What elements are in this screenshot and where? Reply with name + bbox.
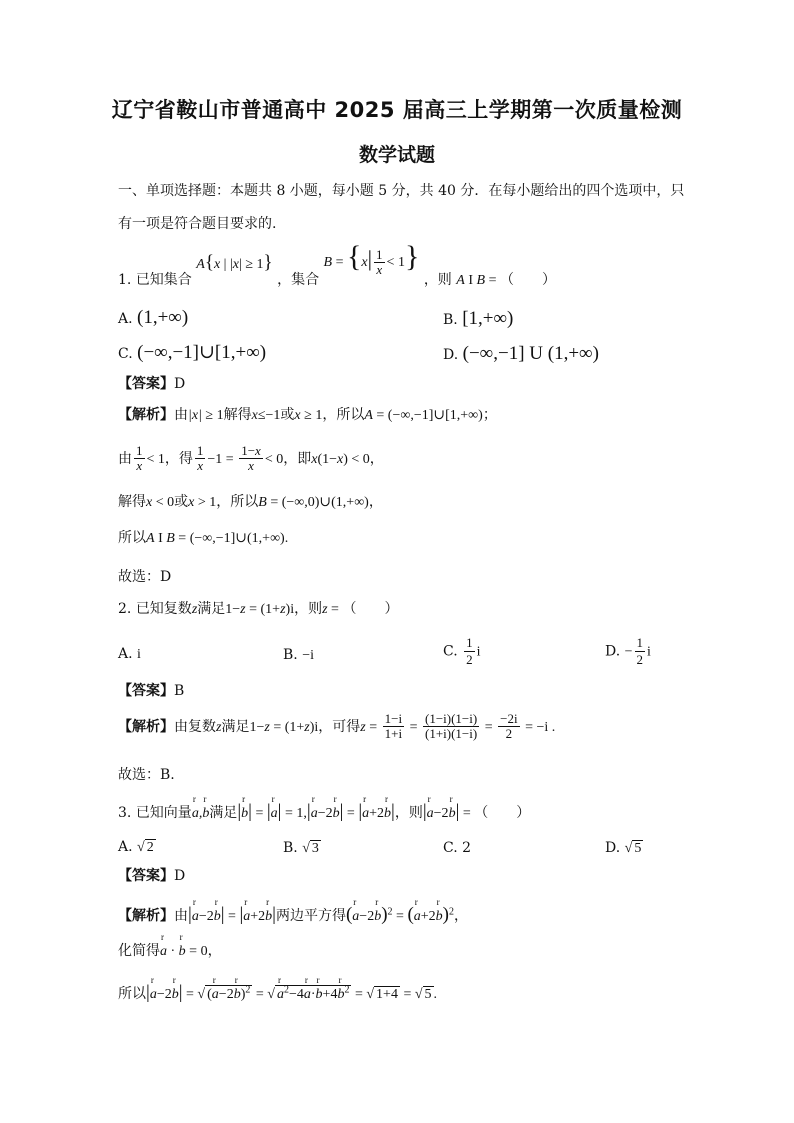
analysis-line-3: 所以|r a−2r b| = √ (r a−2r b)$^2$ = √r $a^2-4r$ a·r b+4r $b^2$ = √ 1+4 = √ 5 . <box>118 983 437 1004</box>
document-title: 辽宁省鞍山市普通高中 2025 届高三上学期第一次质量检测 <box>111 98 683 122</box>
option-label: B. <box>443 312 458 328</box>
option-value: (−∞,−1] U (1,+∞) <box>462 343 599 364</box>
option-label: D. <box>443 347 459 363</box>
section-intro-line-2: 有一项是符合题目要求的. <box>118 216 277 232</box>
option-c[interactable] <box>118 343 266 364</box>
analysis-label: 【解析】 <box>118 407 174 423</box>
analysis-line-2: 化简得r a · r b = 0， <box>118 944 222 959</box>
question-3-stem: 3. 已知向量r a,r b满足|r b| = |r a| = 1,|r a−2r b| = |r a+2r b|，则|r a−2r b| = （ ） <box>118 802 530 823</box>
answer-line <box>118 377 185 392</box>
option-a[interactable]: A. √ 2 <box>118 839 154 855</box>
analysis-line-4: 所以A I B = (−∞,−1]∪(1,+∞). <box>118 530 289 546</box>
stem-paren: （ ） <box>499 272 556 288</box>
option-b[interactable]: B. √ 3 <box>283 840 319 856</box>
answer-value: D <box>174 376 186 392</box>
option-value: [1,+∞) <box>462 308 514 329</box>
question-number: 3. <box>118 805 132 821</box>
answer-line: 【答案】D <box>118 868 186 884</box>
option-value: (−∞,−1]∪[1,+∞) <box>137 342 267 363</box>
intersection-expression: A I B = <box>456 273 500 288</box>
answer-line: 【答案】B <box>118 683 185 699</box>
analysis-line-3: 解得x < 0或x > 1，所以B = (−∞,0)∪(1,+∞)， <box>118 494 383 510</box>
option-b[interactable]: B. −i <box>283 647 314 663</box>
analysis-line-1: 【解析】由|r a−2r b| = |r a+2r b|两边平方得(r a−2r b)$^2$ = (r a+2r b)$^2$， <box>118 905 468 926</box>
choose-line: 故选：B. <box>118 767 175 783</box>
option-c[interactable]: C. $\frac{1}{2}$ i <box>443 635 481 667</box>
set-a-expression: A{x | |x| ≥ 1} <box>196 252 273 273</box>
option-d[interactable] <box>443 343 599 365</box>
question-1-stem <box>118 240 556 296</box>
option-b[interactable] <box>443 308 513 330</box>
option-label: A. <box>118 311 133 327</box>
question-number: 2. <box>118 601 132 617</box>
option-d[interactable]: D. √ 5 <box>605 840 642 856</box>
question-number: 1. <box>118 272 132 288</box>
option-value: (1,+∞) <box>137 307 189 328</box>
document-subtitle: 数学试题 <box>358 144 435 166</box>
set-b-expression: B = {x| $\frac{1}{x}$ < 1} <box>323 240 420 278</box>
stem-text: ，集合 <box>277 272 320 288</box>
option-d[interactable]: D. − $\frac{1}{2}$ i <box>605 635 651 667</box>
section-intro-line-1: 一、单项选择题：本题共 8 小题，每小题 5 分，共 40 分．在每小题给出的四个选项中，只 <box>118 183 685 199</box>
answer-label: 【答案】 <box>118 376 174 392</box>
option-label: C. <box>118 346 133 362</box>
analysis-line-1: 【解析】由|x| ≥ 1解得x≤−1或x ≥ 1，所以A = (−∞,−1]∪[1,+∞)； <box>118 407 497 423</box>
stem-text: ，则 <box>423 272 452 288</box>
stem-text: 已知集合 <box>135 272 192 288</box>
analysis-line-2: 由 $\frac{1}{x}$ < 1，得 $\frac{1}{x}$ −1 = $\frac{1-x}{x}$ < 0，即x(1−x) < 0， <box>118 443 384 474</box>
analysis-line-1: 【解析】由复数z满足1−z = (1+z)i，可得z = $\frac{1-i}{1+i}$ = $\frac{(1-i)(1-i)}{(1+i)(1-i)}$ = $\frac{-2i}{2}$ = −i . <box>118 711 556 742</box>
option-a[interactable] <box>118 308 188 329</box>
question-2-stem: 2. 已知复数z满足1−z = (1+z)i，则z = （ ） <box>118 601 399 617</box>
option-a[interactable]: A. i <box>118 646 141 662</box>
choose-line: 故选：D <box>118 569 172 585</box>
option-c[interactable]: C. 2 <box>443 840 472 856</box>
